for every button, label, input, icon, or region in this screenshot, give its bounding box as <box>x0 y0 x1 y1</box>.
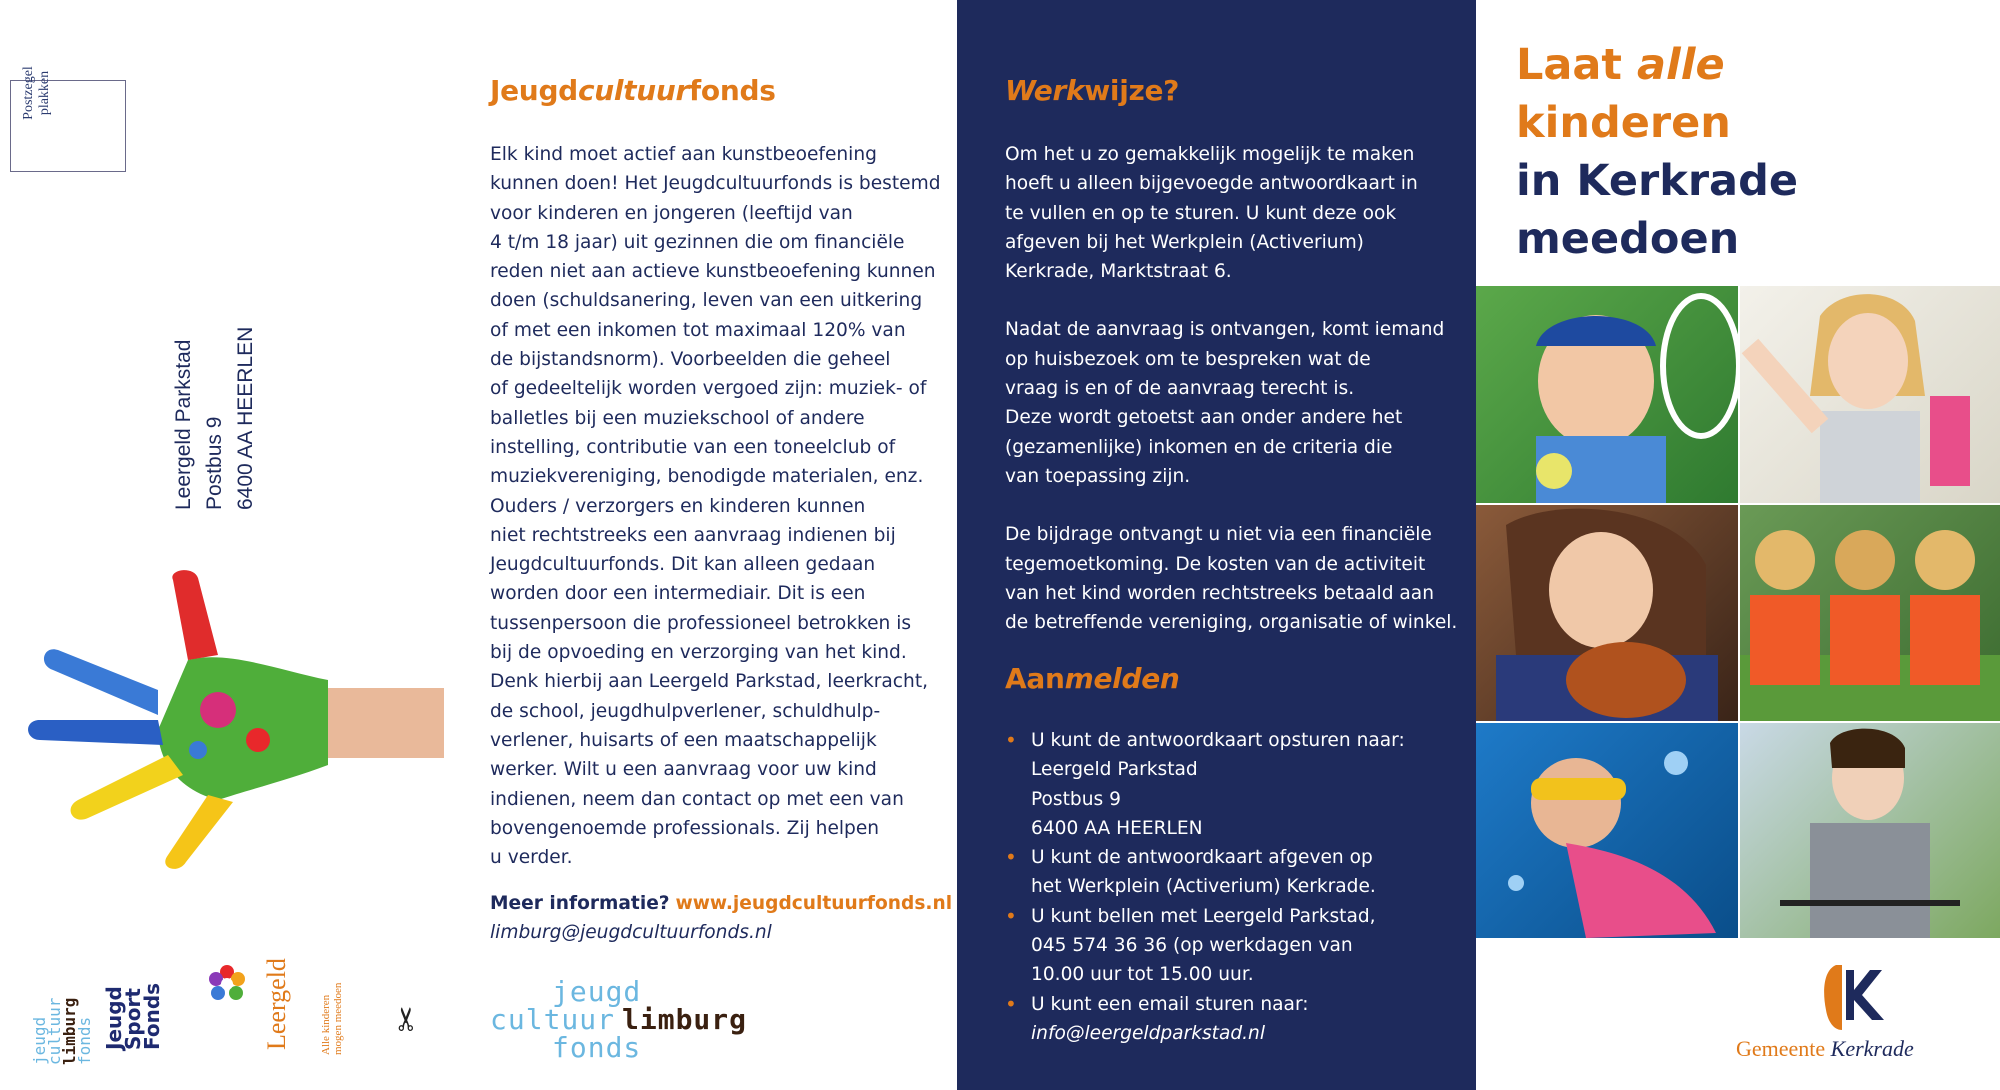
body-line: balletles bij een muziekschool of andere <box>490 407 865 429</box>
cover-panel <box>1476 0 2000 1090</box>
body-line: Ouders / verzorgers en kinderen kunnen <box>490 495 866 517</box>
jeugdcultuurfonds-logo <box>490 975 790 1064</box>
body-line: op huisbezoek om te bespreken wat de <box>1005 348 1371 370</box>
logo-text: jeugd <box>552 975 642 1008</box>
contact-list <box>1005 726 1455 1048</box>
title-line: kinderen <box>1516 98 1731 148</box>
body-line: Elk kind moet actief aan kunstbeoefening <box>490 144 877 165</box>
section-heading <box>1005 74 1179 107</box>
heading-part: Aan <box>1005 662 1065 695</box>
heading-part: Jeugd <box>490 74 578 107</box>
body-line: tussenpersoon die professioneel betrokken is <box>490 612 912 634</box>
body-line: De bijdrage ontvangt u niet via een financiële <box>1005 524 1432 546</box>
werkwijze-panel <box>957 0 1476 1090</box>
list-item <box>1005 990 1455 1049</box>
body-line: afgeven bij het Werkplein (Activerium) <box>1005 231 1364 253</box>
body-line: te vullen en op te sturen. U kunt deze ook <box>1005 202 1397 224</box>
kerkrade-k-icon <box>1816 960 1896 1032</box>
heading-part: melden <box>1064 662 1180 695</box>
body-line: tegemoetkoming. De kosten van de activiteit <box>1005 553 1426 575</box>
paragraph-gap <box>1005 491 1445 520</box>
heading-part: wijze? <box>1084 74 1180 107</box>
logo-text: cultuur <box>490 1003 616 1036</box>
body-line: (gezamenlijke) inkomen en de criteria die <box>1005 436 1393 458</box>
photo-boy-tennis <box>1476 286 1738 503</box>
scissors-icon: ✂ <box>388 1005 425 1033</box>
body-text <box>1005 140 1458 637</box>
email-link[interactable]: info@leergeldparkstad.nl <box>1031 1022 1266 1044</box>
body-line: werker. Wilt u een aanvraag voor uw kind <box>490 759 877 781</box>
logo-text: fonds <box>552 1031 642 1064</box>
list-item-line: • U kunt de antwoordkaart opsturen naar: <box>1031 730 1405 751</box>
list-item <box>1005 902 1455 990</box>
leergeld-flower-icon <box>205 962 249 1006</box>
logo-text: Sport <box>121 988 145 1050</box>
address-line: Postbus 9 <box>203 416 226 510</box>
logo-text: limburg <box>60 997 79 1065</box>
website-link[interactable]: www.jeugdcultuurfonds.nl <box>675 893 953 914</box>
photo-girls-team <box>1740 505 2000 721</box>
title-line: in Kerkrade <box>1516 156 1799 206</box>
heading-part: Werk <box>1005 74 1085 107</box>
body-line: 4 t/m 18 jaar) uit gezinnen die om financiële <box>490 231 905 253</box>
section-heading <box>490 74 776 107</box>
tagline-line: mogen meedoen <box>332 982 344 1055</box>
body-line: Om het u zo gemakkelijk mogelijk te maken <box>1005 144 1415 165</box>
jeugdcultuurfonds-logo-small <box>32 998 92 1065</box>
body-line: of met een inkomen tot maximaal 120% van <box>490 319 906 341</box>
address-line: 6400 AA HEERLEN <box>234 326 257 510</box>
jeugdcultuurfonds-panel <box>444 0 957 1090</box>
body-line: doen (schuldsanering, leven van een uitkering <box>490 290 923 312</box>
list-item-line: het Werkplein (Activerium) Kerkrade. <box>1031 876 1376 898</box>
list-item <box>1005 726 1455 843</box>
body-line: Deze wordt getoetst aan onder andere het <box>1005 407 1403 429</box>
photo-girl-violin <box>1476 505 1738 721</box>
list-item-line: 6400 AA HEERLEN <box>1031 817 1203 839</box>
list-item-line: • U kunt een email sturen naar: <box>1031 993 1309 1015</box>
body-line: kunnen doen! Het Jeugdcultuurfonds is bestemd <box>490 173 941 195</box>
email-link[interactable]: limburg@jeugdcultuurfonds.nl <box>490 922 772 943</box>
stamp-text <box>21 55 53 131</box>
logo-text: Jeugd <box>102 986 126 1050</box>
body-line: indienen, neem dan contact op met een van <box>490 788 904 810</box>
leergeld-tagline <box>320 983 344 1055</box>
stamp-line: plakken <box>37 70 52 116</box>
logo-text: jeugd <box>30 1016 49 1065</box>
kerkrade-name <box>1736 1036 1914 1062</box>
body-line: niet rechtstreeks een aanvraag indienen bij <box>490 524 896 546</box>
title-part: Laat <box>1516 40 1637 90</box>
list-item-line: Leergeld Parkstad <box>1031 759 1198 781</box>
more-info-label: Meer informatie? <box>490 893 670 914</box>
body-line: u verder. <box>490 847 573 869</box>
body-line: de betreffende vereniging, organisatie of winkel. <box>1005 612 1458 634</box>
body-line: hoeft u alleen bijgevoegde antwoordkaart in <box>1005 173 1418 195</box>
body-line: Kerkrade, Marktstraat 6. <box>1005 261 1232 283</box>
list-item-line: 10.00 uur tot 15.00 uur. <box>1031 964 1254 986</box>
painted-hand-image <box>18 570 444 870</box>
list-item <box>1005 843 1455 902</box>
section-heading <box>1005 662 1180 695</box>
logo-text: limburg <box>622 1003 748 1036</box>
logo-text: cultuur <box>45 997 64 1065</box>
body-line: van toepassing zijn. <box>1005 465 1191 487</box>
heading-part: fonds <box>689 74 776 107</box>
title-part: alle <box>1636 40 1725 90</box>
body-line: bij de opvoeding en verzorging van het kind. <box>490 642 907 664</box>
brand-part: Kerkrade <box>1830 1036 1914 1061</box>
title-line <box>1516 36 1798 94</box>
body-line: Jeugdcultuurfonds. Dit kan alleen gedaan <box>490 554 876 576</box>
paragraph-gap <box>1005 286 1445 315</box>
photo-girl-cheering <box>1740 286 2000 503</box>
body-line: verlener, huisarts of een maatschappelijk <box>490 729 877 751</box>
tagline-line: Alle kinderen <box>320 994 332 1055</box>
logo-text: fonds <box>75 1016 94 1065</box>
mailing-address <box>168 327 261 510</box>
body-line: Nadat de aanvraag is ontvangen, komt iemand <box>1005 319 1445 341</box>
title-line: meedoen <box>1516 214 1740 264</box>
body-line: worden door een intermediair. Dit is een <box>490 583 866 605</box>
list-item-line: • U kunt bellen met Leergeld Parkstad, <box>1031 905 1376 927</box>
heading-part: cultuur <box>577 74 690 107</box>
photo-grid <box>1476 286 2000 938</box>
photo-child-swimming <box>1476 723 1738 938</box>
body-text <box>490 140 950 872</box>
jeugdsportfonds-logo <box>102 982 164 1050</box>
list-item-line: Postbus 9 <box>1031 788 1121 810</box>
address-line: Leergeld Parkstad <box>172 339 195 510</box>
body-line: vraag is en of de aanvraag terecht is. <box>1005 378 1355 400</box>
list-item-line: 045 574 36 36 (op werkdagen van <box>1031 935 1353 957</box>
body-line: muziekvereniging, benodigde materialen, enz. <box>490 466 924 488</box>
list-item-line: • U kunt de antwoordkaart afgeven op <box>1031 847 1373 869</box>
body-line: bovengenoemde professionals. Zij helpen <box>490 817 880 839</box>
body-line: de bijstandsnorm). Voorbeelden die geheel <box>490 349 891 371</box>
body-line: voor kinderen en jongeren (leeftijd van <box>490 202 853 224</box>
more-info <box>490 889 952 947</box>
logo-text: Fonds <box>140 982 164 1050</box>
stamp-box <box>10 66 126 172</box>
stamp-line: Postzegel <box>21 66 36 120</box>
leergeld-logo: Leergeld <box>262 958 291 1050</box>
body-line: Denk hierbij aan Leergeld Parkstad, leerkracht, <box>490 671 929 693</box>
body-line: instelling, contributie van een toneelclub of <box>490 436 896 458</box>
body-line: reden niet aan actieve kunstbeoefening kunnen <box>490 261 936 283</box>
body-line: de school, jeugdhulpverlener, schuldhulp- <box>490 700 881 722</box>
cover-title <box>1516 36 1798 268</box>
body-line: van het kind worden rechtstreeks betaald aan <box>1005 582 1434 604</box>
body-line: of gedeeltelijk worden vergoed zijn: muziek- of <box>490 378 927 400</box>
gemeente-kerkrade-logo <box>1736 960 1976 1070</box>
brand-part: Gemeente <box>1736 1036 1831 1061</box>
address-panel <box>0 0 444 1090</box>
photo-girl-bicycle <box>1740 723 2000 938</box>
